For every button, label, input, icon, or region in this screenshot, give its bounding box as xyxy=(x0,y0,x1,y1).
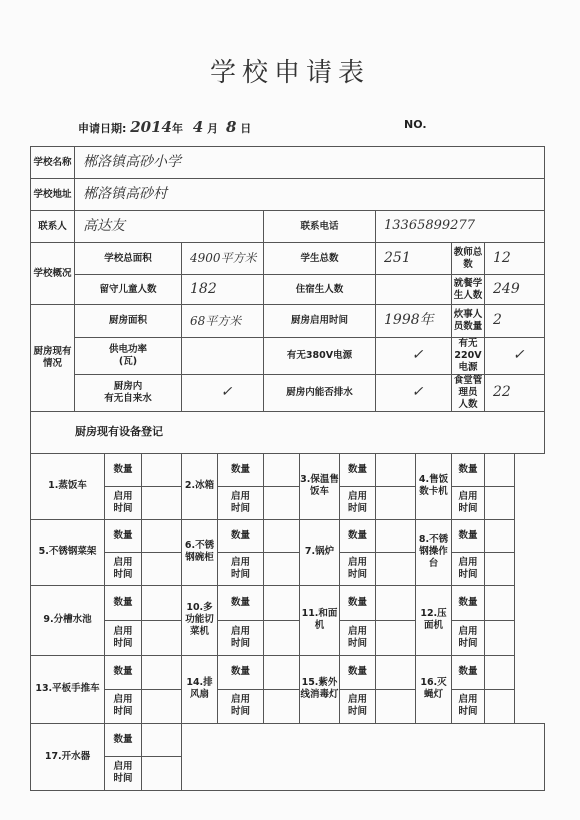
equipment-quantity-label: 数量 xyxy=(340,585,376,620)
equipment-since-value[interactable] xyxy=(142,756,182,790)
tap-water-label-line-1: 厨房内 xyxy=(113,380,143,392)
equipment-since-label-line-2: 时间 xyxy=(458,502,478,514)
equipment-quantity-value[interactable] xyxy=(264,453,300,486)
equipment-since-label xyxy=(340,552,376,585)
equipment-since-label-line-1: 启用 xyxy=(230,694,250,706)
day-char: 日 xyxy=(240,122,252,135)
cook-staff-label: 炊事人员数量 xyxy=(452,305,485,338)
equipment-name: 9.分槽水池 xyxy=(31,585,105,655)
equipment-since-label-line-2: 时间 xyxy=(230,502,250,514)
equipment-since-label-line-2: 时间 xyxy=(113,773,133,785)
equipment-name: 7.锅炉 xyxy=(300,519,340,585)
equipment-name: 16.灭蝇灯 xyxy=(416,655,452,723)
equipment-since-value[interactable] xyxy=(376,689,416,723)
equipment-quantity-value[interactable] xyxy=(142,723,182,756)
equipment-name: 10.多功能切菜机 xyxy=(182,585,218,655)
equipment-since-label xyxy=(105,689,142,723)
dining-value[interactable]: 249 xyxy=(485,275,545,305)
equipment-quantity-label: 数量 xyxy=(452,519,485,552)
equipment-quantity-value[interactable] xyxy=(264,585,300,620)
equipment-since-label-line-2: 时间 xyxy=(113,502,133,514)
kitchen-status-label: 厨房现有情况 xyxy=(31,305,75,412)
equipment-since-label-line-1: 启用 xyxy=(347,625,367,637)
contact-label: 联系人 xyxy=(31,211,75,243)
equipment-since-label xyxy=(452,486,485,519)
tap-water-label xyxy=(75,374,182,411)
equipment-since-label xyxy=(105,486,142,519)
equipment-since-label-line-2: 时间 xyxy=(113,568,133,580)
equipment-quantity-label: 数量 xyxy=(340,453,376,486)
equipment-since-value[interactable] xyxy=(485,689,515,723)
equipment-name: 15.紫外线消毒灯 xyxy=(300,655,340,723)
equipment-quantity-label: 数量 xyxy=(105,723,142,756)
kitchen-row-3 xyxy=(31,374,545,411)
canteen-manager-label-line-2: 人数 xyxy=(458,398,478,410)
equipment-quantity-label: 数量 xyxy=(105,655,142,689)
equipment-name: 12.压面机 xyxy=(416,585,452,655)
equipment-since-value[interactable] xyxy=(376,620,416,655)
equipment-since-label-line-2: 时间 xyxy=(458,706,478,718)
tap-water-checkmark[interactable]: ✓ xyxy=(182,374,264,411)
equipment-quantity-value[interactable] xyxy=(376,453,416,486)
equipment-since-label xyxy=(452,552,485,585)
equipment-since-label-line-1: 启用 xyxy=(458,556,478,568)
equipment-since-label-line-2: 时间 xyxy=(230,637,250,649)
canteen-manager-value[interactable]: 22 xyxy=(485,374,545,411)
contact-value[interactable]: 高达友 xyxy=(75,211,264,243)
equipment-since-label-line-1: 启用 xyxy=(113,625,133,637)
equipment-quantity-label: 数量 xyxy=(105,585,142,620)
equipment-since-label-line-2: 时间 xyxy=(347,706,367,718)
date-label: 申请日期: xyxy=(78,122,127,135)
equipment-since-label xyxy=(105,620,142,655)
equipment-quantity-value[interactable] xyxy=(142,655,182,689)
equipment-quantity-label: 数量 xyxy=(218,585,264,620)
teacher-total-label: 教师总数 xyxy=(452,243,485,275)
blank-area xyxy=(182,723,545,790)
equipment-since-label-line-1: 启用 xyxy=(347,556,367,568)
form-number-label: NO. xyxy=(404,118,427,131)
equipment-since-value[interactable] xyxy=(264,552,300,585)
equipment-since-label-line-1: 启用 xyxy=(347,490,367,502)
teacher-total-value[interactable]: 12 xyxy=(485,243,545,275)
power-value[interactable] xyxy=(182,338,264,375)
equipment-name: 5.不锈钢菜架 xyxy=(31,519,105,585)
application-form-table xyxy=(30,146,545,791)
power-unit: (瓦) xyxy=(118,355,138,367)
equipment-quantity-label: 数量 xyxy=(340,655,376,689)
equipment-name: 14.排风扇 xyxy=(182,655,218,723)
equipment-since-row xyxy=(31,486,545,519)
student-total-label: 学生总数 xyxy=(264,243,376,275)
equipment-since-label xyxy=(340,486,376,519)
equipment-quantity-value[interactable] xyxy=(264,655,300,689)
equipment-since-value[interactable] xyxy=(142,689,182,723)
v380-label: 有无380V电源 xyxy=(264,338,376,375)
equipment-since-label-line-2: 时间 xyxy=(347,568,367,580)
equipment-name: 2.冰箱 xyxy=(182,453,218,519)
kitchen-area-label: 厨房面积 xyxy=(75,305,182,338)
equipment-since-label xyxy=(452,620,485,655)
equipment-since-value[interactable] xyxy=(142,552,182,585)
equipment-since-label-line-2: 时间 xyxy=(113,706,133,718)
equipment-since-label xyxy=(218,486,264,519)
school-name-row xyxy=(31,147,545,179)
equipment-since-label-line-2: 时间 xyxy=(458,568,478,580)
equipment-quantity-value[interactable] xyxy=(142,453,182,486)
overview-row-2 xyxy=(31,275,545,305)
equipment-since-row xyxy=(31,689,545,723)
tap-water-label-line-2: 有无自来水 xyxy=(104,392,152,404)
school-name-label: 学校名称 xyxy=(31,147,75,179)
year-char: 年 xyxy=(172,122,183,135)
equipment-since-value[interactable] xyxy=(485,486,515,519)
v220-checkmark[interactable]: ✓ xyxy=(485,338,545,375)
phone-value[interactable]: 13365899277 xyxy=(376,211,545,243)
dining-label: 就餐学生人数 xyxy=(452,275,485,305)
equipment-name: 8.不锈钢操作台 xyxy=(416,519,452,585)
equipment-name: 6.不锈钢碗柜 xyxy=(182,519,218,585)
kitchen-area-value[interactable]: 68平方米 xyxy=(182,305,264,338)
student-total-value[interactable]: 251 xyxy=(376,243,452,275)
equipment-name: 17.开水器 xyxy=(31,723,105,790)
phone-label: 联系电话 xyxy=(264,211,376,243)
equipment-quantity-label: 数量 xyxy=(218,453,264,486)
equipment-quantity-value[interactable] xyxy=(142,519,182,552)
equipment-since-label-line-1: 启用 xyxy=(113,490,133,502)
equipment-quantity-label: 数量 xyxy=(340,519,376,552)
school-area-label: 学校总面积 xyxy=(75,243,182,275)
equipment-since-value[interactable] xyxy=(485,620,515,655)
canteen-manager-label xyxy=(452,374,485,411)
equipment-since-label-line-2: 时间 xyxy=(347,637,367,649)
equipment-quantity-row xyxy=(31,519,545,552)
kitchen-row-1 xyxy=(31,305,545,338)
school-address-label: 学校地址 xyxy=(31,179,75,211)
school-address-value[interactable]: 郴洛镇高砂村 xyxy=(75,179,545,211)
boarding-value[interactable] xyxy=(376,275,452,305)
equipment-quantity-row xyxy=(31,585,545,620)
v380-checkmark[interactable]: ✓ xyxy=(376,338,452,375)
equipment-quantity-row xyxy=(31,453,545,486)
drainage-checkmark[interactable]: ✓ xyxy=(376,374,452,411)
equipment-quantity-label: 数量 xyxy=(218,655,264,689)
equipment-since-row xyxy=(31,620,545,655)
equipment-since-label-line-1: 启用 xyxy=(347,694,367,706)
school-area-value[interactable]: 4900平方米 xyxy=(182,243,264,275)
equipment-quantity-value[interactable] xyxy=(485,585,515,620)
equipment-since-label xyxy=(105,552,142,585)
drainage-label: 厨房内能否排水 xyxy=(264,374,376,411)
v220-label: 有无220V电源 xyxy=(452,338,485,375)
equipment-header-row xyxy=(31,411,545,453)
application-date xyxy=(78,118,251,136)
equipment-quantity-value[interactable] xyxy=(264,519,300,552)
equipment-since-label-line-2: 时间 xyxy=(347,502,367,514)
equipment-since-value[interactable] xyxy=(264,486,300,519)
power-label xyxy=(75,338,182,375)
equipment-since-label-line-2: 时间 xyxy=(458,637,478,649)
cook-staff-value[interactable]: 2 xyxy=(485,305,545,338)
equipment-since-value[interactable] xyxy=(142,620,182,655)
equipment-quantity-row xyxy=(31,723,545,756)
equipment-grid xyxy=(31,453,545,790)
equipment-since-label xyxy=(340,689,376,723)
equipment-since-label-line-2: 时间 xyxy=(230,706,250,718)
equipment-quantity-label: 数量 xyxy=(452,655,485,689)
equipment-name: 13.平板手推车 xyxy=(31,655,105,723)
equipment-section-header: 厨房现有设备登记 xyxy=(31,411,545,453)
equipment-since-label-line-1: 启用 xyxy=(113,761,133,773)
equipment-quantity-value[interactable] xyxy=(485,655,515,689)
equipment-quantity-value[interactable] xyxy=(485,519,515,552)
boarding-label: 住宿生人数 xyxy=(264,275,376,305)
kitchen-since-label: 厨房启用时间 xyxy=(264,305,376,338)
equipment-since-label-line-1: 启用 xyxy=(230,556,250,568)
month-char: 月 xyxy=(207,122,219,135)
equipment-quantity-row xyxy=(31,655,545,689)
equipment-since-label xyxy=(105,756,142,790)
equipment-since-value[interactable] xyxy=(264,620,300,655)
equipment-since-label-line-1: 启用 xyxy=(113,694,133,706)
equipment-quantity-value[interactable] xyxy=(142,585,182,620)
power-label-text: 供电功率 xyxy=(108,343,147,355)
equipment-since-value[interactable] xyxy=(376,486,416,519)
equipment-since-label-line-1: 启用 xyxy=(230,625,250,637)
page-title: 学校申请表 xyxy=(209,58,370,88)
contact-row xyxy=(31,211,545,243)
equipment-since-value[interactable] xyxy=(376,552,416,585)
canteen-manager-label-line-1: 食堂管理员 xyxy=(453,374,483,398)
equipment-since-label xyxy=(218,620,264,655)
equipment-since-label xyxy=(452,689,485,723)
equipment-quantity-value[interactable] xyxy=(376,585,416,620)
equipment-quantity-label: 数量 xyxy=(452,585,485,620)
equipment-since-label xyxy=(218,689,264,723)
equipment-quantity-value[interactable] xyxy=(376,655,416,689)
date-year: 2014 xyxy=(130,118,172,136)
equipment-since-label-line-1: 启用 xyxy=(458,490,478,502)
equipment-quantity-label: 数量 xyxy=(218,519,264,552)
equipment-since-value[interactable] xyxy=(264,689,300,723)
equipment-name: 3.保温售饭车 xyxy=(300,453,340,519)
equipment-name: 4.售饭数卡机 xyxy=(416,453,452,519)
kitchen-row-2 xyxy=(31,338,545,375)
equipment-since-value[interactable] xyxy=(485,552,515,585)
equipment-quantity-value[interactable] xyxy=(376,519,416,552)
date-month: 4 xyxy=(192,118,204,136)
equipment-since-label-line-1: 启用 xyxy=(458,625,478,637)
equipment-since-row xyxy=(31,552,545,585)
equipment-since-label-line-1: 启用 xyxy=(113,556,133,568)
overview-label: 学校概况 xyxy=(31,243,75,305)
date-day: 8 xyxy=(225,118,237,136)
equipment-quantity-value[interactable] xyxy=(485,453,515,486)
equipment-name: 1.蒸饭车 xyxy=(31,453,105,519)
equipment-since-label xyxy=(218,552,264,585)
school-name-value[interactable]: 郴洛镇高砂小学 xyxy=(75,147,545,179)
equipment-quantity-label: 数量 xyxy=(105,519,142,552)
equipment-quantity-label: 数量 xyxy=(452,453,485,486)
school-address-row xyxy=(31,179,545,211)
equipment-since-label xyxy=(340,620,376,655)
equipment-name: 11.和面机 xyxy=(300,585,340,655)
equipment-since-label-line-1: 启用 xyxy=(458,694,478,706)
left-behind-value[interactable]: 182 xyxy=(182,275,264,305)
equipment-since-label-line-2: 时间 xyxy=(230,568,250,580)
equipment-quantity-label: 数量 xyxy=(105,453,142,486)
kitchen-since-value[interactable]: 1998年 xyxy=(376,305,452,338)
overview-row-1 xyxy=(31,243,545,275)
equipment-since-label-line-1: 启用 xyxy=(230,490,250,502)
equipment-since-label-line-2: 时间 xyxy=(113,637,133,649)
equipment-since-value[interactable] xyxy=(142,486,182,519)
left-behind-label: 留守儿童人数 xyxy=(75,275,182,305)
